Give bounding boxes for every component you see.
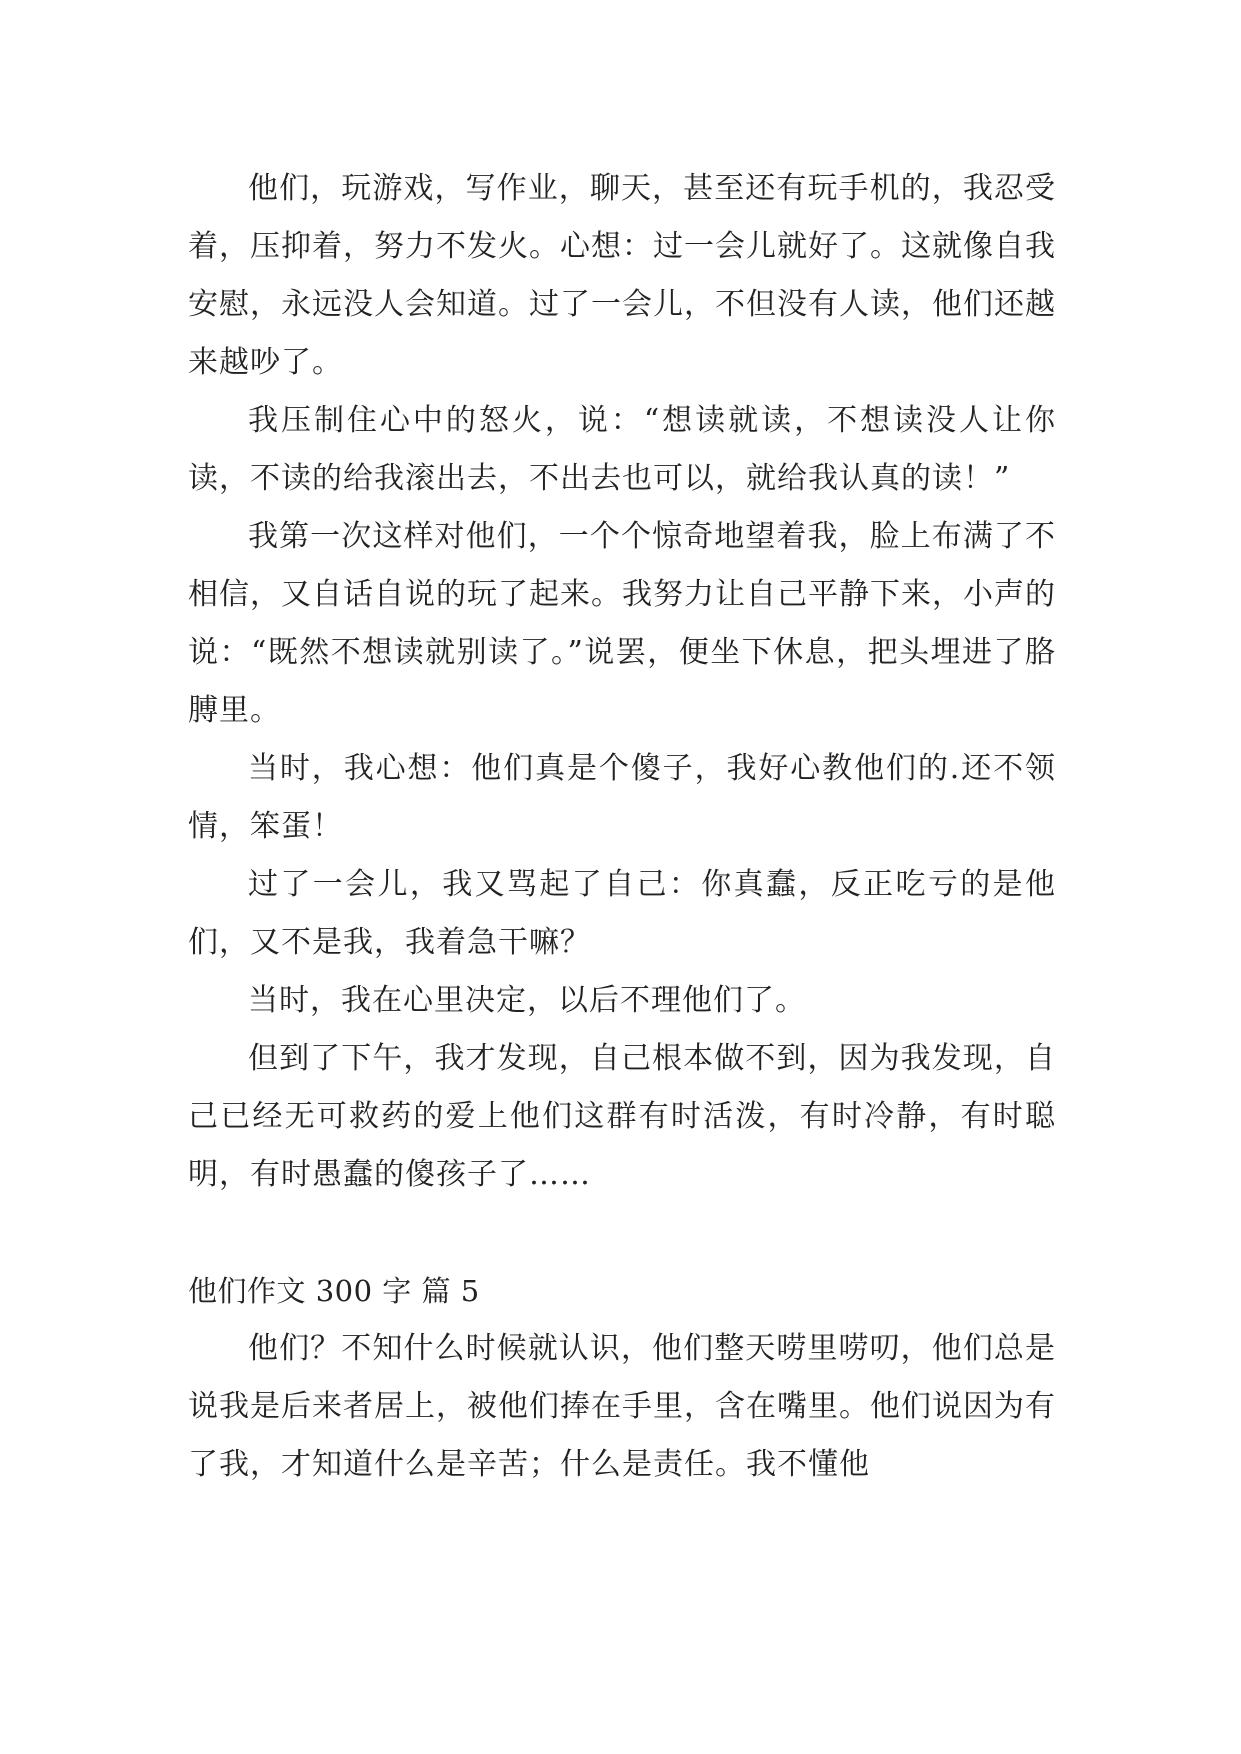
paragraph: 过了一会儿，我又骂起了自己：你真蠢，反正吃亏的是他们，又不是我，我着急干嘛？ — [188, 867, 1056, 960]
paragraph: 但到了下午，我才发现，自己根本做不到，因为我发现，自己已经无可救药的爱上他们这群有时活泼，有时冷静，有时聪明，有时愚蠢的傻孩子了…… — [188, 1041, 1056, 1192]
paragraph: 我压制住心中的怒火，说：“想读就读，不想读没人让你读，不读的给我滚出去，不出去也可以，就给我认真的读！” — [188, 403, 1056, 496]
paragraph: 他们？不知什么时候就认识，他们整天唠里唠叨，他们总是说我是后来者居上，被他们捧在手里，含在嘴里。他们说因为有了我，才知道什么是辛苦；什么是责任。我不懂他 — [188, 1331, 1056, 1482]
essay-body — [188, 160, 1056, 1494]
paragraph: 当时，我心想：他们真是个傻子，我好心教他们的.还不领情，笨蛋！ — [188, 751, 1056, 844]
paragraph: 我第一次这样对他们，一个个惊奇地望着我，脸上布满了不相信，又自话自说的玩了起来。我努力让自己平静下来，小声的说：“既然不想读就别读了。”说罢，便坐下休息，把头埋进了胳膊里。 — [188, 519, 1056, 728]
paragraph: 他们，玩游戏，写作业，聊天，甚至还有玩手机的，我忍受着，压抑着，努力不发火。心想：过一会儿就好了。这就像自我安慰，永远没人会知道。过了一会儿，不但没有人读，他们还越来越吵了。 — [188, 171, 1056, 380]
paragraph: 当时，我在心里决定，以后不理他们了。 — [248, 983, 806, 1018]
section-heading: 他们作文 300 字 篇 5 — [188, 1274, 480, 1308]
